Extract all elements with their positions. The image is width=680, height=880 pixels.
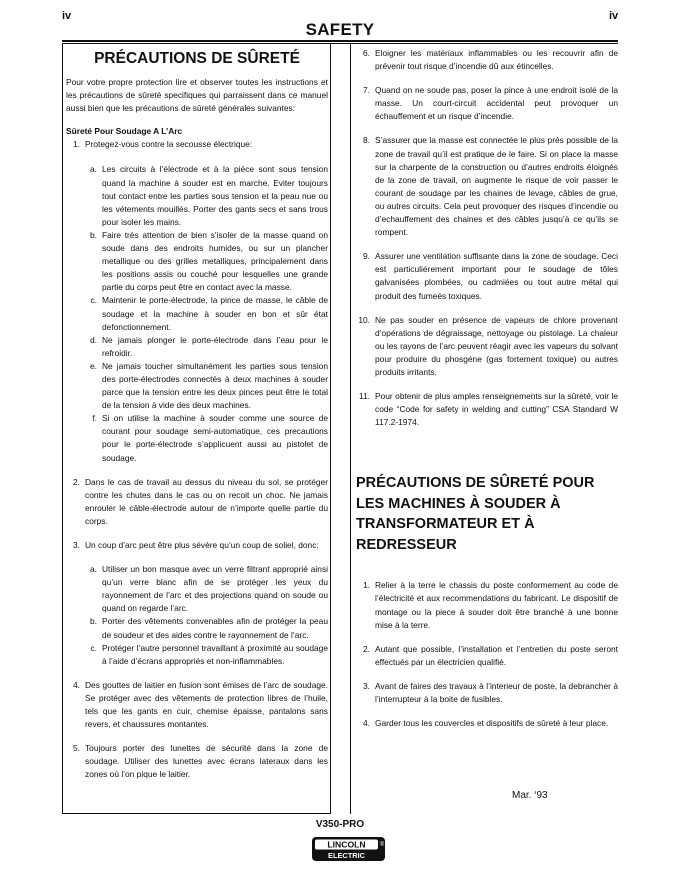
transformer-item-1: [356, 579, 618, 631]
section-title: PRÉCAUTIONS DE SÛRETÉ: [94, 50, 300, 67]
list-item-7: [356, 84, 618, 123]
list-text: Relier à la terre le chassis du poste conformement au code de l’électricité et aux recommendations du fabricant. Le dispositif de montage ou la piece à souder doit être branché à une bonne mise à la terre.: [375, 580, 618, 630]
list-text: Garder tous les couvercles et dispositifs de sûreté à leur place.: [375, 718, 609, 729]
list-letter: d.: [90, 334, 97, 345]
header-rule: [62, 40, 618, 42]
list-item-1: [66, 138, 328, 151]
logo-text-bottom: ELECTRIC: [328, 851, 365, 860]
list-letter: e.: [90, 360, 97, 371]
list-text: Avant de faires des travaux à l’interieur de poste, la debrancher à l’interrupteur à la boite de fusibles.: [375, 680, 618, 704]
list-text: S’assurer que la masse est connectée le plus prés possible de la zone de travail qu’il est pratique de le faire. Si on place la masse sur la charpente de la construction ou d’autres endroits éloignés de la zone de travail, on augmente le risque de voir passer le courant de soudage par les chaines de levage, câbles de grue, ou autres circuits. Cela peut provoquer des risques d’incendie ou d’echauffement des chaines et des câbles jusqu’à ce qu’ils se rompent.: [375, 135, 618, 238]
list-letter: b.: [90, 616, 97, 627]
section-title-transformer: PRÉCAUTIONS DE SÛRETÉ POUR LES MACHINES À SOUDER À TRANSFORMATEUR ET À REDRESSEUR: [356, 475, 595, 553]
list-item-9: [356, 250, 618, 302]
list-item-1c: [83, 294, 328, 333]
list-text: Si on utilise la machine à souder comme une source de courant pour soudage semi-automatique, ces precautions pour le porte-électrode s’applicuent aussi au pistolet de soudage.: [102, 413, 328, 463]
list-item-1e: [83, 360, 328, 412]
list-item-10: [356, 314, 618, 379]
revision-date: Mar. ‘93: [512, 790, 548, 801]
list-item-1f: [83, 412, 328, 464]
list-text: Faire très attention de bien s’isoler de la masse quand on soude dans des endroits humides, ou sur un plancher metallique ou des grilles metalliques, principalement dans les positions assis ou couché pour lesquelles une grande partie du corps peut être en contact avec la masse.: [102, 229, 328, 293]
page-number-left: iv: [62, 10, 72, 22]
list-number: 3.: [73, 540, 80, 550]
model-name: V350-PRO: [315, 819, 365, 830]
list-item-1b: [83, 229, 328, 294]
list-text: Utiliser un bon masque avec un verre filtrant approprié ainsi qu’un verre blanc afin de se protéger les yeux du rayonnement de l’arc et des projections quand on soude ou quand on regarde l’arc.: [102, 564, 328, 614]
list-text: Ne pas souder en présence de vapeurs de chlore provenant d’opérations de dégraissage, nettoyage ou pistolage. La chaleur ou les rayons de l’arc peuvent réagir avec les vapeurs du solvant pour produire du phosgéne (gas fortement toxique) ou autres produits irritants.: [375, 314, 618, 377]
list-letter: f.: [92, 413, 97, 424]
list-text: Dans le cas de travail au dessus du niveau du sol, se protéger contre les chutes dans le cas ou on recoit un choc. Ne jamais enrouler le câble-électrode autour de n’importe quelle partie du corps.: [85, 476, 328, 526]
list-text: Toujours porter des lunettes de sécurité dans la zone de soudage. Utiliser des lunettes avec écrans lateraux dans les zones où l’on pique le laitier.: [85, 743, 328, 780]
intro-paragraph: Pour votre propre protection lire et observer toutes les instructions et les précautions de sûreté specifiques qui parraissent dans ce manuel aussi bien que les précautions de sûreté générales suivantes:: [66, 77, 328, 114]
list-item-3c: [83, 642, 328, 668]
page-title: SAFETY: [305, 20, 375, 39]
list-text: Ne jamais toucher simultanément les parties sous tension des porte-électrodes connectés à deux machines à souder parce que la tension entre les deux pinces peut être le total de la tension à vide des deux machines.: [102, 360, 328, 411]
page-number-right: iv: [609, 10, 619, 22]
list-letter: a.: [90, 164, 97, 175]
list-item-4: [66, 679, 328, 731]
list-text: Des gouttes de laitier en fusion sont émises de l’arc de soudage. Se protéger avec des vêtements de protection libres de l’huile, tels que les gants en cuir, chemise épaisse, pantalons sans revers, et chaussures montantes.: [85, 679, 328, 730]
list-text: Maintenir le porte-électrode, la pince de masse, le câble de soudage et la machine à souder en bon et sûr état defonctionnement.: [102, 295, 328, 332]
list-number: 5.: [73, 743, 80, 754]
list-text: Quand on ne soude pas, poser la pince à une endroit isolé de la masse. Un court-circuit accidental peut provoquer un échauffement et un risque d’incendie.: [375, 85, 618, 122]
list-number: 1.: [363, 580, 370, 591]
list-number: 8.: [363, 135, 370, 146]
column-divider: [350, 43, 351, 814]
list-text: Autant que possible, I’installation et l’entretien du poste seront effectués par un électricien qualifié.: [375, 643, 618, 667]
list-number: 11.: [358, 391, 370, 402]
list-text: Eloigner les matériaux inflammables ou les recouvrir afin de prévenir tout risque d’incendie dû aux étincelles.: [375, 48, 618, 72]
list-number: 7.: [363, 85, 370, 96]
list-number: 9.: [363, 251, 370, 262]
list-item-3b: [83, 615, 328, 641]
list-text: Porter des vêtements convenables afin de protéger la peau de soudeur et des aides contre le rayonnement de l‘arc.: [102, 616, 328, 640]
left-column: [66, 50, 328, 782]
list-number: 2.: [73, 476, 80, 487]
list-item-1a: [83, 163, 328, 228]
registered-mark: ®: [379, 842, 385, 848]
transformer-item-4: [356, 717, 618, 730]
logo-text-top: LINCOLN: [327, 839, 366, 850]
list-number: 1.: [73, 139, 80, 150]
list-text: Pour obtenir de plus amples renseignements sur la sûreté, voir le code “Code for safety in welding and cutting” CSA Standard W 117.2-1974.: [375, 391, 618, 428]
list-number: 2.: [363, 643, 370, 654]
list-text: Un coup d’arc peut être plus sévère qu’un coup de soliel, donc:: [85, 540, 319, 550]
list-number: 10.: [358, 314, 370, 325]
list-item-6: [356, 47, 618, 73]
list-number: 3.: [363, 680, 370, 691]
list-text: Protegez-vous contre la secousse électrique:: [85, 139, 253, 150]
list-item-8: [356, 134, 618, 239]
lincoln-electric-logo: [311, 836, 386, 862]
list-number: 6.: [363, 48, 370, 58]
list-letter: c.: [90, 642, 97, 653]
list-item-5: [66, 742, 328, 781]
list-item-3: [66, 539, 328, 552]
transformer-item-3: [356, 680, 618, 706]
list-item-3a: [83, 563, 328, 615]
list-number: 4.: [73, 679, 80, 690]
list-text: Protéger l’autre personnel travaillant à proximité au soudage à l’aide d’écrans appropriés et non-inflammables.: [102, 642, 328, 666]
list-item-11: [356, 390, 618, 429]
list-number: 4.: [363, 718, 370, 729]
subheading: Sûreté Pour Soudage A L’Arc: [66, 126, 183, 137]
list-letter: b.: [90, 229, 97, 240]
list-text: Ne jamais plonger le porte-électrode dans l’eau pour le refroidir.: [102, 334, 328, 358]
list-text: Les circuits à l’électrode et à la piéce sont sous tension quand la machine à souder est en marche. Eviter toujours tout contact entre les parties sous tension et la peau nue ou les vétements mouillés. Porter des gants secs et sans trous pour isoler les mains.: [102, 164, 328, 227]
list-letter: c.: [90, 295, 97, 306]
list-text: Assurer une ventilation suffisante dans la zone de soudage. Ceci est particuliérement important pour le soudage de tôles galvanisées plombées, ou cadmiées ou tout autre métal qui produit des fumeés toxiques.: [375, 251, 618, 301]
list-letter: a.: [90, 564, 97, 575]
right-column: [356, 47, 618, 730]
list-item-1d: [83, 334, 328, 360]
transformer-item-2: [356, 643, 618, 669]
list-item-2: [66, 476, 328, 528]
